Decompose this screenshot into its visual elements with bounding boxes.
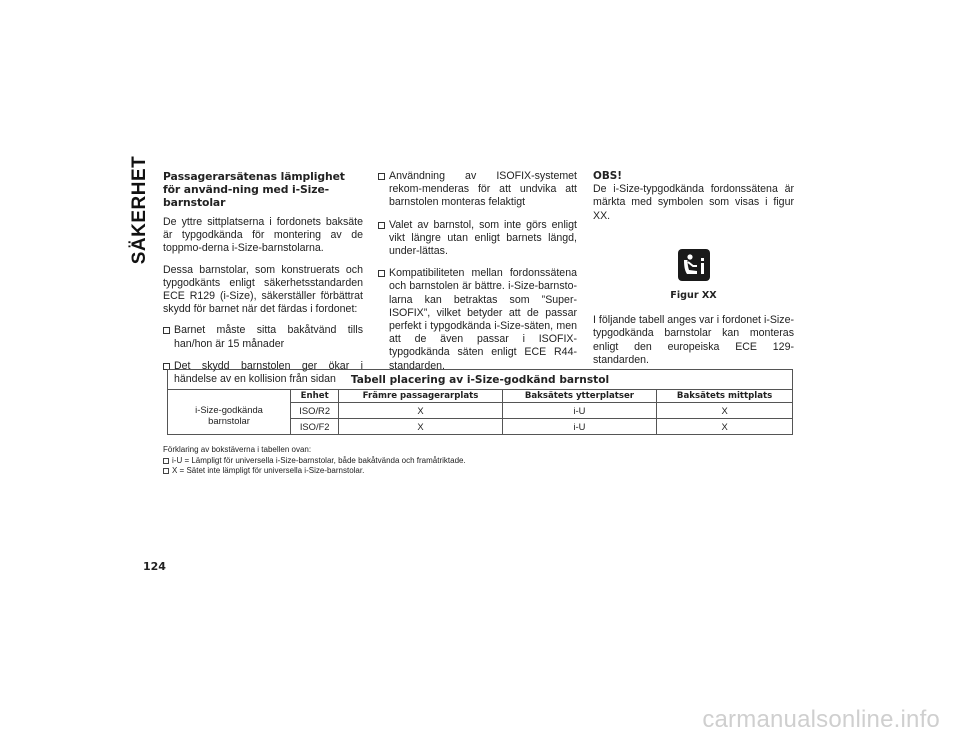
note-item: i-U = Lämpligt för universella i-Size-barnstolar, både bakåtvända och framåtriktade. bbox=[163, 456, 466, 467]
table-header-empty bbox=[168, 390, 291, 403]
i-size-seat-icon bbox=[678, 249, 710, 281]
note-title: OBS! bbox=[593, 170, 622, 182]
paragraph: De yttre sittplatserna i fordonets baksäte är typgodkända för montering av de toppmo-derna i-Size-barnstolarna. bbox=[163, 216, 363, 255]
notes-intro: Förklaring av bokstäverna i tabellen ovan: bbox=[163, 445, 312, 454]
table-cell: X bbox=[339, 419, 502, 435]
bullet-item: Användning av ISOFIX-systemet rekom-menderas för att undvika att barnstolen monteras felaktigt bbox=[378, 170, 577, 210]
note-item: X = Sätet inte lämpligt för universella i-Size-barnstolar. bbox=[163, 466, 466, 477]
table-header: Baksätets ytterplatser bbox=[502, 390, 657, 403]
note-text: De i-Size-typgodkända fordonssätena är märkta med symbolen som visas i figur XX. bbox=[593, 183, 794, 222]
table-cell: X bbox=[657, 403, 793, 419]
paragraph: Dessa barnstolar, som konstruerats och typgodkänts enligt säkerhetsstandarden ECE R129 (i-Size), säkerställer förbättrat skydd för barnet när det färdas i fordonet: bbox=[163, 263, 363, 316]
bullet-item: Barnet måste sitta bakåtvänd tills han/hon är 15 månader bbox=[163, 324, 363, 350]
table-caption: Tabell placering av i-Size-godkänd barnstol bbox=[168, 370, 793, 390]
table-cell: X bbox=[339, 403, 502, 419]
table-row bbox=[168, 403, 793, 419]
table-row-label: i-Size-godkända barnstolar bbox=[168, 403, 291, 435]
placement-table bbox=[167, 369, 793, 435]
table-cell: X bbox=[657, 419, 793, 435]
figure-caption: Figur XX bbox=[670, 290, 717, 302]
section-heading: Passagerarsätenas lämplighet för använd-ning med i-Size-barnstolar bbox=[163, 170, 345, 209]
figure bbox=[593, 249, 794, 285]
section-side-tab-label: SÄKERHET bbox=[129, 155, 150, 265]
watermark: carmanualsonline.info bbox=[702, 706, 940, 733]
table-header: Baksätets mittplats bbox=[657, 390, 793, 403]
paragraph: I följande tabell anges var i fordonet i-Size-typgodkända barnstolar kan monteras enligt den europeiska ECE 129-standarden. bbox=[593, 314, 794, 366]
section-side-tab bbox=[127, 155, 153, 265]
column-2 bbox=[378, 170, 577, 382]
table-header: Enhet bbox=[291, 390, 339, 403]
table-cell: i-U bbox=[502, 403, 657, 419]
table-notes bbox=[163, 445, 466, 477]
table-header: Främre passagerarplats bbox=[339, 390, 502, 403]
table-cell: i-U bbox=[502, 419, 657, 435]
bullet-item: Valet av barnstol, som inte görs enligt vikt längre utan enligt barnets längd, under-lättas. bbox=[378, 219, 577, 259]
bullet-list bbox=[378, 170, 577, 373]
table-cell: ISO/F2 bbox=[291, 419, 339, 435]
table-cell: ISO/R2 bbox=[291, 403, 339, 419]
column-3 bbox=[593, 170, 794, 375]
bullet-item: Kompatibiliteten mellan fordonssätena och barnstolen är bättre. i-Size-barnsto-larna kan betraktas som ”Super-ISOFIX”, vilket betyder att de passar perfekt i typgodkända i-Size-säten, men att de även passar i ISOFIX-typgodkända säten enligt ECE R44-standarden. bbox=[378, 267, 577, 373]
column-1 bbox=[163, 170, 363, 395]
bullet-item: Det skydd barnstolen ger ökar i händelse av en kollision från sidan bbox=[163, 360, 363, 386]
page-number: 124 bbox=[143, 560, 166, 573]
